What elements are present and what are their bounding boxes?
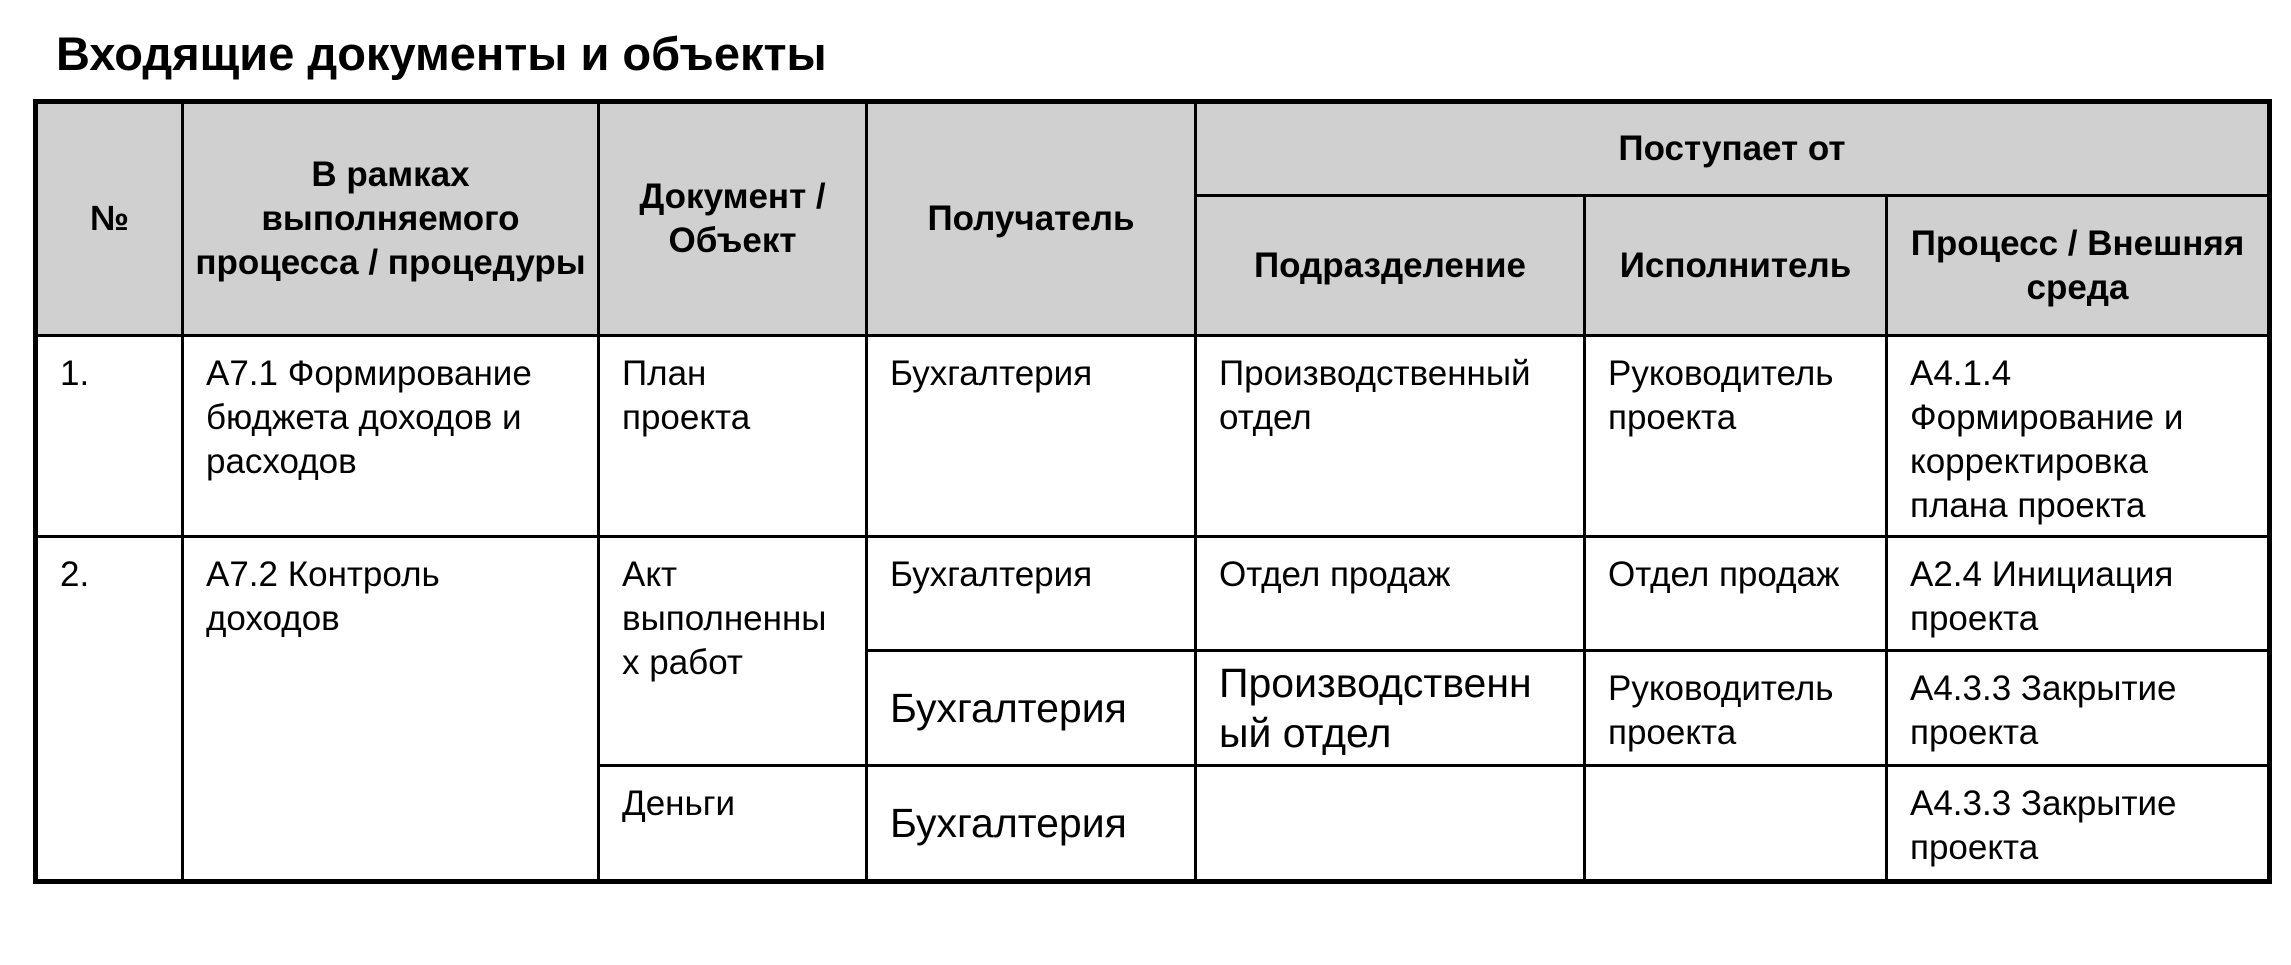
page-title: Входящие документы и объекты (56, 27, 827, 80)
table-row (36, 537, 2270, 651)
header-num: № (36, 102, 183, 336)
header-source-process: Процесс / Внешняя среда (1887, 196, 2270, 336)
cell-process: А7.2 Контроль доходов (183, 537, 599, 882)
table-row (36, 336, 2270, 537)
header-comes-from: Поступает от (1196, 102, 2270, 196)
cell-num: 2. (36, 537, 183, 882)
cell-executor: Отдел продаж (1585, 537, 1887, 651)
cell-num: 1. (36, 336, 183, 537)
header-department: Подразделение (1196, 196, 1585, 336)
header-process: В рамках выполняемого процесса / процедуры (183, 102, 599, 336)
cell-executor: Руководитель проекта (1585, 651, 1887, 766)
header-document: Документ / Объект (599, 102, 867, 336)
cell-department: Производственный отдел (1196, 336, 1585, 537)
cell-document: План проекта (599, 336, 867, 537)
cell-recipient: Бухгалтерия (867, 766, 1196, 882)
cell-source-process: А4.3.3 Закрытие проекта (1887, 766, 2270, 882)
cell-recipient: Бухгалтерия (867, 651, 1196, 766)
cell-process: А7.1 Формирование бюджета доходов и расходов (183, 336, 599, 537)
cell-department: Отдел продаж (1196, 537, 1585, 651)
cell-source-process: А4.1.4 Формирование и корректировка плана проекта (1887, 336, 2270, 537)
cell-document: Акт выполненны х работ (599, 537, 867, 766)
cell-recipient: Бухгалтерия (867, 537, 1196, 651)
cell-department: Производственн ый отдел (1196, 651, 1585, 766)
cell-source-process: А4.3.3 Закрытие проекта (1887, 651, 2270, 766)
cell-document: Деньги (599, 766, 867, 882)
header-executor: Исполнитель (1585, 196, 1887, 336)
cell-department (1196, 766, 1585, 882)
header-recipient: Получатель (867, 102, 1196, 336)
cell-executor (1585, 766, 1887, 882)
header-row (36, 102, 2270, 196)
cell-source-process: А2.4 Инициация проекта (1887, 537, 2270, 651)
incoming-documents-table (33, 99, 2272, 884)
cell-executor: Руководитель проекта (1585, 336, 1887, 537)
cell-recipient: Бухгалтерия (867, 336, 1196, 537)
